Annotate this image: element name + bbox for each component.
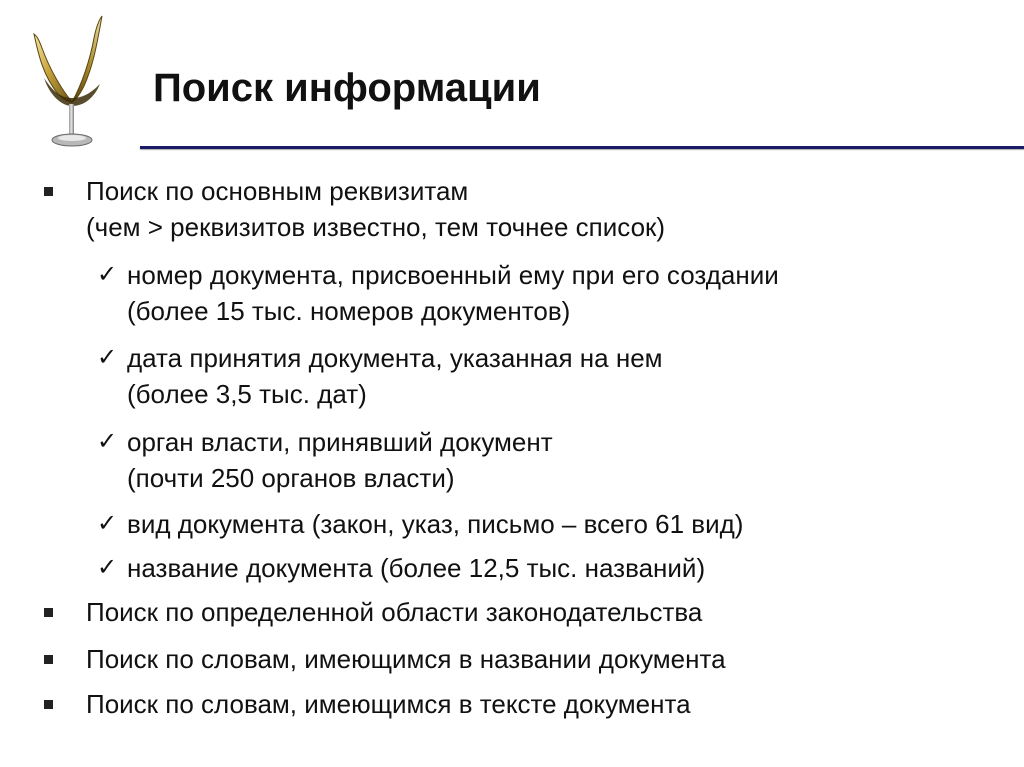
- sub-item-line: (почти 250 органов власти): [127, 463, 455, 493]
- bullet-line: Поиск по словам, имеющимся в тексте документа: [86, 689, 691, 719]
- sub-item-line: дата принятия документа, указанная на нем: [127, 343, 663, 373]
- bullet-line: Поиск по основным реквизитам: [86, 176, 469, 206]
- sub-item: [97, 257, 779, 329]
- sub-item-line: орган власти, принявший документ: [127, 427, 553, 457]
- sub-item-line: (более 15 тыс. номеров документов): [127, 296, 571, 326]
- bullet-item: [86, 686, 691, 722]
- sub-item-line: номер документа, присвоенный ему при его создании: [127, 260, 779, 290]
- sub-item: [97, 506, 744, 542]
- check-icon: ✓: [97, 344, 118, 371]
- check-icon: ✓: [97, 510, 118, 537]
- check-icon: ✓: [97, 428, 118, 455]
- check-icon: ✓: [97, 261, 118, 288]
- check-icon: ✓: [97, 554, 118, 581]
- bullet-item: [86, 641, 726, 677]
- sub-item-line: название документа (более 12,5 тыс. названий): [127, 553, 706, 583]
- square-bullet-icon: [44, 608, 53, 617]
- square-bullet-icon: [44, 655, 53, 664]
- sub-item: [97, 424, 553, 496]
- square-bullet-icon: [44, 187, 53, 196]
- sub-item-line: (более 3,5 тыс. дат): [127, 379, 367, 409]
- bullet-line: Поиск по определенной области законодательства: [86, 597, 703, 627]
- bullet-item: [86, 173, 665, 245]
- slide-title: Поиск информации: [153, 66, 541, 110]
- bullet-item: [86, 594, 702, 630]
- sub-item-line: вид документа (закон, указ, письмо – всего 61 вид): [127, 509, 744, 539]
- square-bullet-icon: [44, 700, 53, 709]
- sub-item: [97, 550, 706, 586]
- bullet-line: Поиск по словам, имеющимся в названии документа: [86, 644, 726, 674]
- sub-item: [97, 340, 663, 412]
- bullet-line: (чем > реквизитов известно, тем точнее список): [86, 212, 666, 242]
